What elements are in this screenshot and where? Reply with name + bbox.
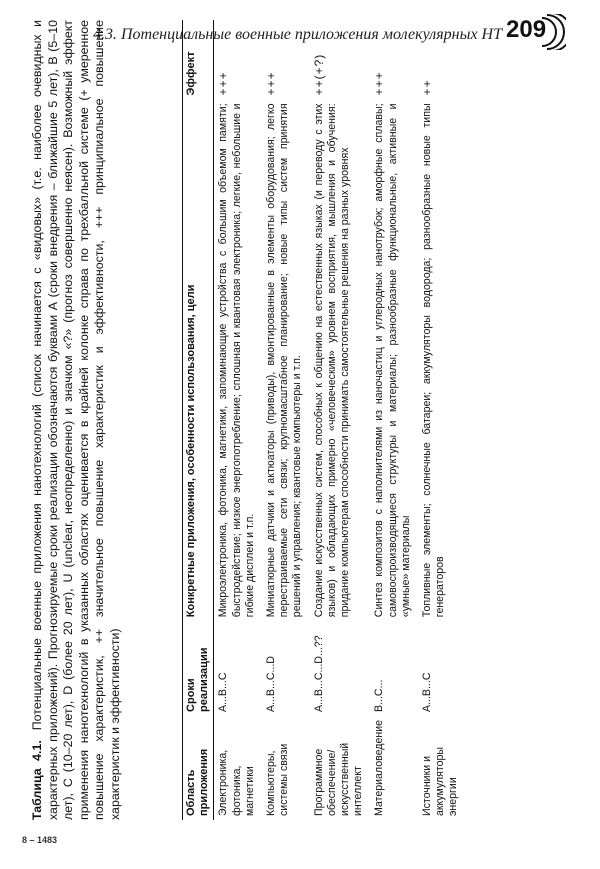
header-effect: Эффект [183,20,214,99]
table-row [310,20,371,820]
table-label: Таблица 4.1. [30,740,44,820]
printer-signature-mark: 8 – 1483 [22,835,58,845]
cell-terms: A...B...C...D...?? [312,635,325,712]
cell-terms: A...B...C...D [265,656,278,712]
cell-effect: +++ [216,71,231,96]
cell-terms: A...B...C [421,672,434,712]
cell-effect: +++ [372,71,387,96]
table-row [214,20,262,820]
table-caption-text: Потенциальные военные приложения нанотехнологий (список начинается с «видовых» (т.е. наиболее очевидных и характерных приложений). Прогнозируемые сроки реализации обозначаются буквами А (сроки внедрения – ближайшие 5 лет), В (5–10 лет), С (10–20 лет), D (более 20 лет), U (unclear, неопределенно) и значком «?» (прогноз совершенно неясен). Возможный эффект применения нанотехнологий в указанных областях оценивается в крайней колонке справа по трехбалльной системе (+ умеренное повышение характеристик, ++ значительное повышение характеристик и эффективности, +++ принципиальное повышение характеристик и эффективности) [30,20,122,820]
table-row [370,20,418,820]
table-header-row [183,20,214,820]
cell-terms: A...B...C [217,672,230,712]
table-row [418,20,466,820]
table-caption [30,20,124,820]
cell-area: Компьютеры, системы связи [265,743,291,816]
header-terms: Сроки реализации [183,621,214,716]
table-row [262,20,310,820]
header-description: Конкретные приложения, особенности использования, цели [183,99,214,621]
rotated-table-page [30,20,570,820]
cell-effect: ++ [420,79,435,96]
cell-area: Источники и аккумуляторы энергии [421,747,460,816]
page-number: 209 [506,16,547,43]
cell-area: Материаловедение [373,719,386,816]
cell-description: Создание искусственных систем, способных к общению на естественных языках (и переводу с этих языков) и обладающих примерно «человеческим» уровнем восприятия, мышления и обучения: придание компьютерам способности принимать самостоятельные решения на разных уровнях [312,103,352,618]
cell-description: Микроэлектроника, фотоника, магнетики, запоминающие устройства с большим объемом памяти; быстродействие; низкое энергопотребление; сплошная и квантовая электроника; легкие, небольшие и гибкие дисплеи и т.п. [217,103,256,618]
cell-area: Программное обеспечение/ искусственный интеллект [312,742,365,816]
running-title: 4.3. Потенциальные военные приложения молекулярных НТ [92,26,502,43]
header-area: Область приложения [183,716,214,820]
cell-effect: +++ [264,71,279,96]
cell-description: Миниатюрные датчики и актюаторы (приводы), вмонтированные в элементы оборудования; легко перестраиваемые сети связи; крупномасштабное планирование; новые типы систем принятия решений и управления; квантовые компьютеры и т.п. [265,103,304,618]
cell-effect: ++(+?) [311,53,326,96]
nanotech-applications-table [182,20,466,820]
cell-area: Электроника, фотоника, магнетики [217,749,256,816]
cell-description: Топливные элементы; солнечные батареи; аккумуляторы водорода; разнообразные новые типы генераторов [421,103,447,618]
cell-terms: B...C... [373,679,386,712]
cell-description: Синтез композитов с наполнителями из наночастиц и углеродных нанотрубок; аморфные сплавы; самовоспроизводящиеся структуры и материалы; разнообразные функциональные, активные и «умные» материалы [373,103,412,618]
